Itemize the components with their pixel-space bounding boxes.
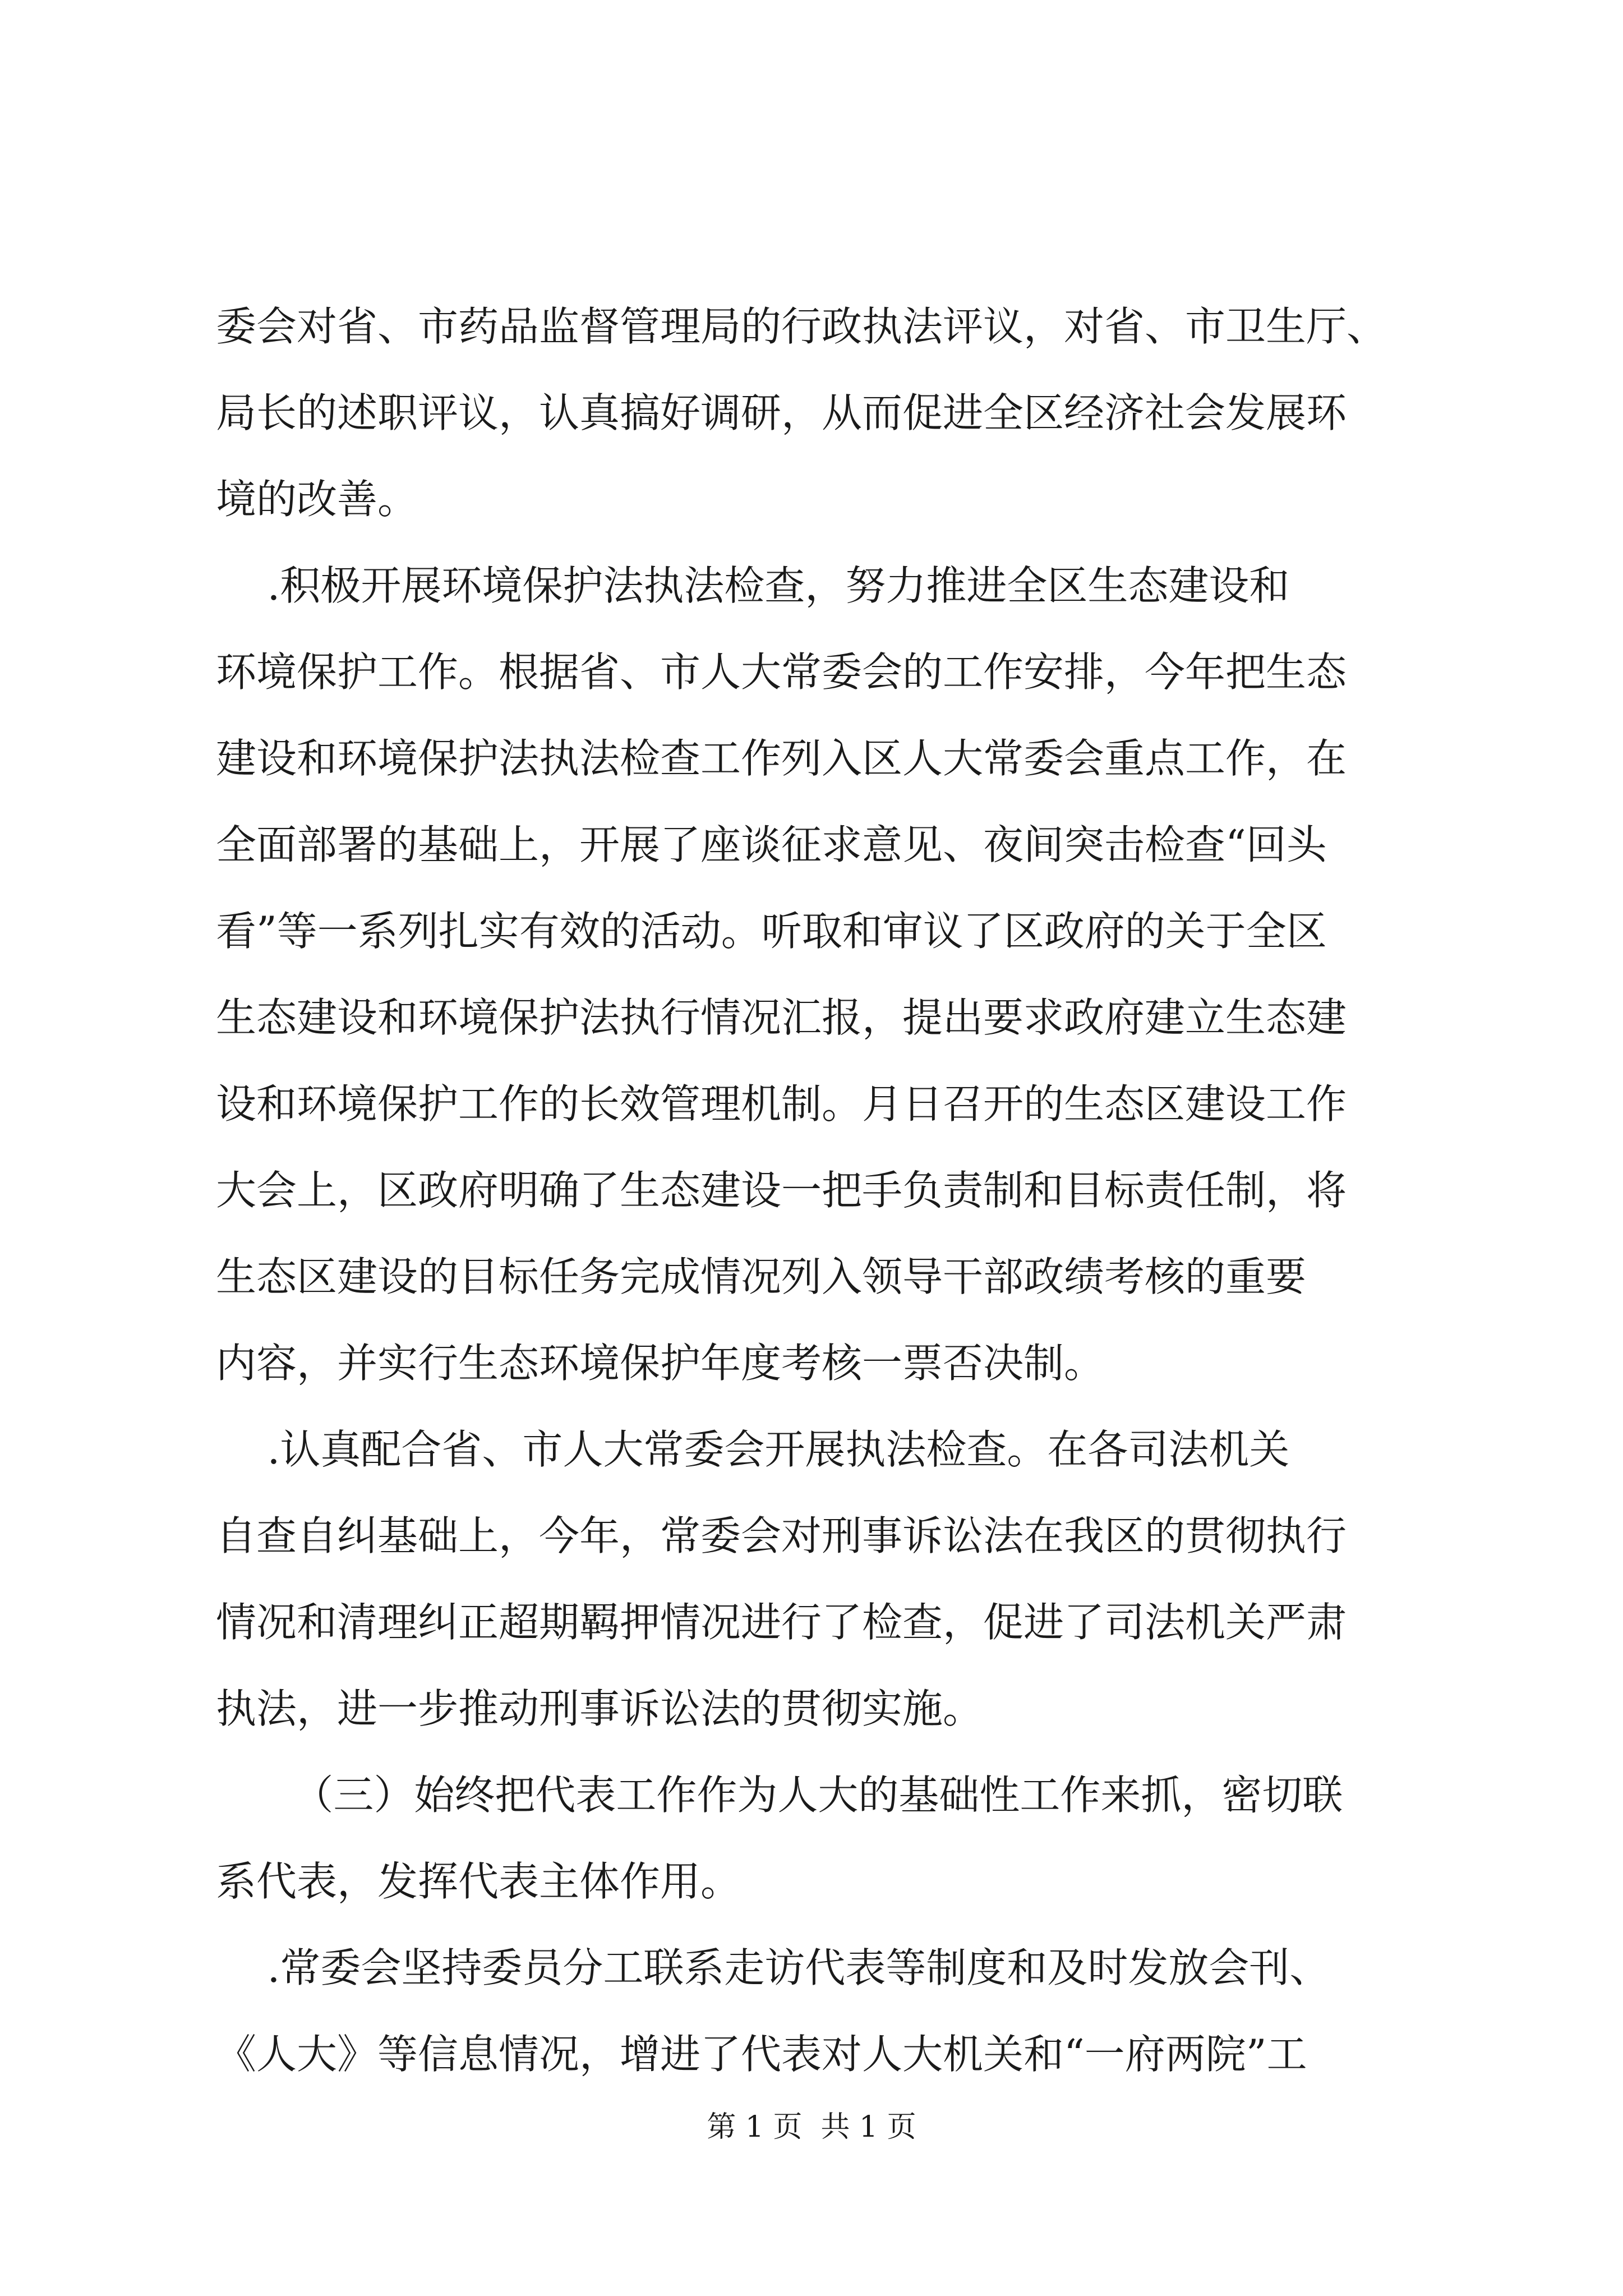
text-line-20: .常委会坚持委员分工联系走访代表等制度和及时发放会刊、 xyxy=(216,1944,1330,1991)
section-heading-line-1: （三）始终把代表工作作为人大的基础性工作来抓，密切联 xyxy=(216,1772,1343,1819)
text-line-1: 委会对省、市药品监督管理局的行政执法评议，对省、市卫生厅、 xyxy=(216,303,1387,350)
text-line-8: 看”等一系列扎实有效的活动。听取和审议了区政府的关于全区 xyxy=(216,908,1327,955)
text-line-2: 局长的述职评议，认真搞好调研，从而促进全区经济社会发展环 xyxy=(216,389,1347,436)
section-heading-line-2: 系代表，发挥代表主体作用。 xyxy=(216,1858,741,1905)
text-line-17: 执法，进一步推动刑事诉讼法的贯彻实施。 xyxy=(216,1685,984,1732)
text-line-21: 《人大》等信息情况，增进了代表对人大机关和“一府两院”工 xyxy=(216,2031,1307,2078)
text-line-11: 大会上，区政府明确了生态建设一把手负责制和目标责任制，将 xyxy=(216,1167,1347,1214)
text-line-12: 生态区建设的目标任务完成情况列入领导干部政绩考核的重要 xyxy=(216,1253,1307,1300)
text-line-4: .积极开展环境保护法执法检查，努力推进全区生态建设和 xyxy=(216,562,1290,609)
text-line-15: 自查自纠基础上，今年，常委会对刑事诉讼法在我区的贯彻执行 xyxy=(216,1512,1347,1559)
text-line-16: 情况和清理纠正超期羁押情况进行了检查，促进了司法机关严肃 xyxy=(216,1599,1347,1646)
text-line-6: 建设和环境保护法执法检查工作列入区人大常委会重点工作，在 xyxy=(216,735,1347,782)
text-line-10: 设和环境保护工作的长效管理机制。月日召开的生态区建设工作 xyxy=(216,1080,1347,1128)
text-line-5: 环境保护工作。根据省、市人大常委会的工作安排，今年把生态 xyxy=(216,648,1347,696)
text-line-7: 全面部署的基础上，开展了座谈征求意见、夜间突击检查“回头 xyxy=(216,821,1327,868)
text-line-14: .认真配合省、市人大常委会开展执法检查。在各司法机关 xyxy=(216,1426,1290,1473)
page-number-footer: 第 1 页 共 1 页 xyxy=(707,2110,916,2144)
document-body xyxy=(216,283,1422,2097)
text-line-3: 境的改善。 xyxy=(216,476,418,523)
text-line-9: 生态建设和环境保护法执行情况汇报，提出要求政府建立生态建 xyxy=(216,994,1347,1041)
text-line-13: 内容，并实行生态环境保护年度考核一票否决制。 xyxy=(216,1340,1105,1387)
